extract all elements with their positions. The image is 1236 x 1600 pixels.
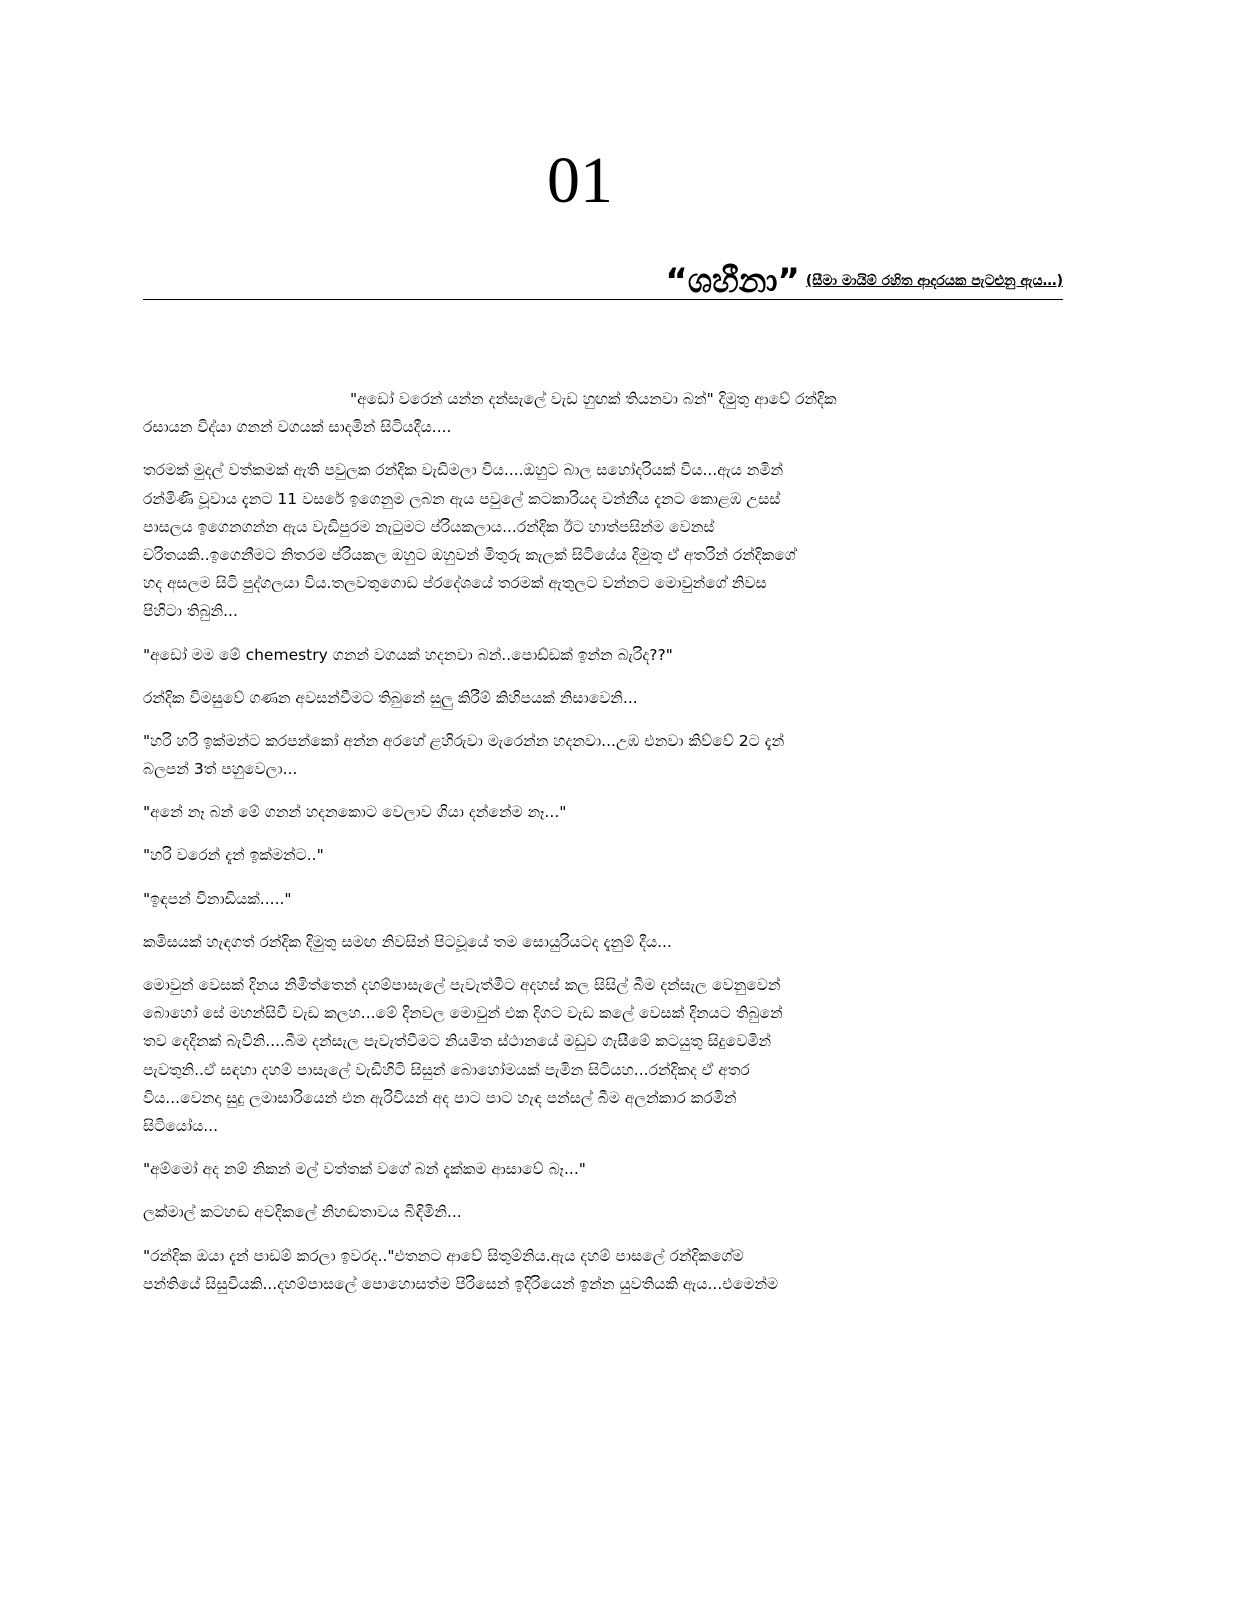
paragraph-line: කමිසයක් හැඳගත් රන්දික දිමුතු සමඟ නිවසින් පිටවූයේ තම සොයුරියටද දැනුම් දීය... bbox=[143, 932, 672, 951]
paragraph-line: මොවුන් වෙසක් දිනය නිමිත්තෙන් දහම්පාසැලේ පැවැත්මීට අදහස් කල සිසිල් බීම දන්සැල වෙනුවෙන් bbox=[143, 976, 781, 994]
paragraph-13 bbox=[143, 1242, 1063, 1298]
paragraph-line: බලපන් 3ත් පහුවෙලා... bbox=[143, 760, 298, 779]
paragraph-line: "අඩෝ මම මේ chemestry ගනන් වගයක් හදනවා බන්..පොඩ්ඩක් ඉන්න බැරිද??" bbox=[143, 645, 673, 664]
paragraph-11 bbox=[143, 1155, 1063, 1183]
paragraph-line: "අනේ නෑ බන් මේ ගනන් හදනකොට වෙලාව ගියා දන්නේම නෑ..." bbox=[143, 803, 567, 822]
paragraph-line: "ඉඳපන් විනාඩියක්....." bbox=[143, 889, 292, 908]
chapter-number: 01 bbox=[547, 144, 613, 217]
paragraph-7 bbox=[143, 841, 1063, 869]
paragraph-line: චරිතයකි..ඉගෙනීමට නිතරම ප්රියකල ඔහුට ඔහුවන් මිතුරු කැලක් සිටියේය දිමුතු ඒ අතරින් රන්දිකගේ bbox=[143, 545, 796, 564]
paragraph-2 bbox=[143, 456, 1063, 625]
paragraph-9 bbox=[143, 928, 1063, 956]
paragraph-4 bbox=[143, 684, 1063, 712]
paragraph-line: හද අසලම සිටි පුද්ගලයා විය.තලවතුගොඩ ප්රදේශයේ තරමක් ඇතුලට වන්නට මොවුන්ගේ නිවස bbox=[143, 574, 767, 593]
paragraph-line: රන්දික විමසුවේ ගණන අවසන්වීමට තිබුනේ සුලු කිරීම් කිහිපයක් නිසාවෙනි... bbox=[143, 688, 638, 707]
paragraph-line: තව දෙදිනක් බැවිනි....බීම දන්සැල පැවැත්වීමට නියමිත ස්ථානයේ මඩුව ගැසීමේ කටයුතු සිදුවෙමින් bbox=[143, 1032, 772, 1051]
paragraph-10 bbox=[143, 971, 1063, 1140]
paragraph-5 bbox=[143, 727, 1063, 783]
paragraph-6 bbox=[143, 798, 1063, 826]
paragraph-1 bbox=[143, 385, 1063, 441]
paragraph-12 bbox=[143, 1198, 1063, 1226]
chapter-title bbox=[143, 262, 1063, 300]
paragraph-8 bbox=[143, 885, 1063, 913]
paragraph-line: රන්මිණි වූවාය දැනට 11 වසරේ ඉගෙනුම ලබන ඇය පවුලේ කටකාරියද වන්නීය දැනට කොළඹ උසස් bbox=[143, 489, 781, 508]
paragraph-line: විය...වෙනදා සුදු ලමාසාරියෙන් එන ඇරිවියන් අද පාට පාට හැඳ පන්සල් බීම අලන්කාර කරමින් bbox=[143, 1088, 737, 1107]
paragraph-line: "අම්මෝ අද නම් නිකන් මල් වත්තක් වගේ බන් දැක්කම ආසාවේ බෑ..." bbox=[143, 1160, 586, 1179]
paragraph-line: බොහෝ සේ මහන්සිවී වැඩ කලහ...මේ දිනවල මොවුන් එක දිගට වැඩ කලේ වෙසක් දිනයට තිබුනේ bbox=[143, 1004, 783, 1023]
title-main: “ශහීනා” bbox=[665, 261, 800, 301]
paragraph-line: "හරි හරි ඉක්මන්ට කරපන්කෝ අන්න අරහේ ළහිරුවා මැරෙන්න හදනවා...උඹ එනවා කිව්වේ 2ට දැන් bbox=[143, 731, 785, 750]
paragraph-line: "අඩෝ වරෙන් යන්න දන්සැලේ වැඩ හුඟක් තියනවා බන්" දිමුතු ආවේ රන්දික bbox=[350, 390, 837, 408]
paragraph-line: පැවතුනි..ඒ සඳහා දහම් පාසැලේ වැඩිහිටි සිසුන් බොහෝමයක් පැමින සිටියහ...රන්දිකද ඒ අතර bbox=[143, 1060, 750, 1079]
paragraph-line: "හරි වරෙන් දැන් ඉක්මන්ට.." bbox=[143, 846, 324, 865]
paragraph-line: පිහිටා තිබුනි... bbox=[143, 602, 238, 621]
paragraph-line: සිටියෝය... bbox=[143, 1116, 219, 1135]
paragraph-line: රසායන විද්යා ගනන් වගයක් සාදමින් සිටියදීය.... bbox=[143, 418, 452, 437]
paragraph-line: ලක්මාල් කටහඬ අවදිකලේ නිහඬතාවය බිඳිමිනි... bbox=[143, 1203, 462, 1222]
paragraph-line: "රන්දික ඔයා දැන් පාඩම් කරලා ඉවරද.."එතනට ආවේ සිතුම්නිය.ඇය දහම් පාසලේ රන්දිකගේම bbox=[143, 1246, 744, 1265]
story-body bbox=[143, 385, 1063, 1313]
paragraph-3 bbox=[143, 641, 1063, 669]
paragraph-line: පාසලය ඉගෙනගන්න ඇය වැඩිපුරම නැටුමට ප්රියකලාය...රන්දික ඊට හාත්පසින්ම වෙනස් bbox=[143, 517, 715, 536]
paragraph-line: පන්තියේ සිසුවියකි...දහම්පාසලේ පොහොසත්ම පිරිසෙන් ඉදිරියෙන් ඉන්න යුවතියකි ඇය...එමෙන්ම bbox=[143, 1274, 779, 1293]
paragraph-line: තරමක් මුදල් වත්කමක් ඇති පවුලක රන්දික වැඩිමලා විය....ඔහුට බාල සහෝදරියක් විය...ඇය නමින් bbox=[143, 461, 784, 480]
title-subtitle: (සීමා මායිම් රහිත ආදරයක පැටළුනු ඇය…) bbox=[805, 273, 1063, 289]
